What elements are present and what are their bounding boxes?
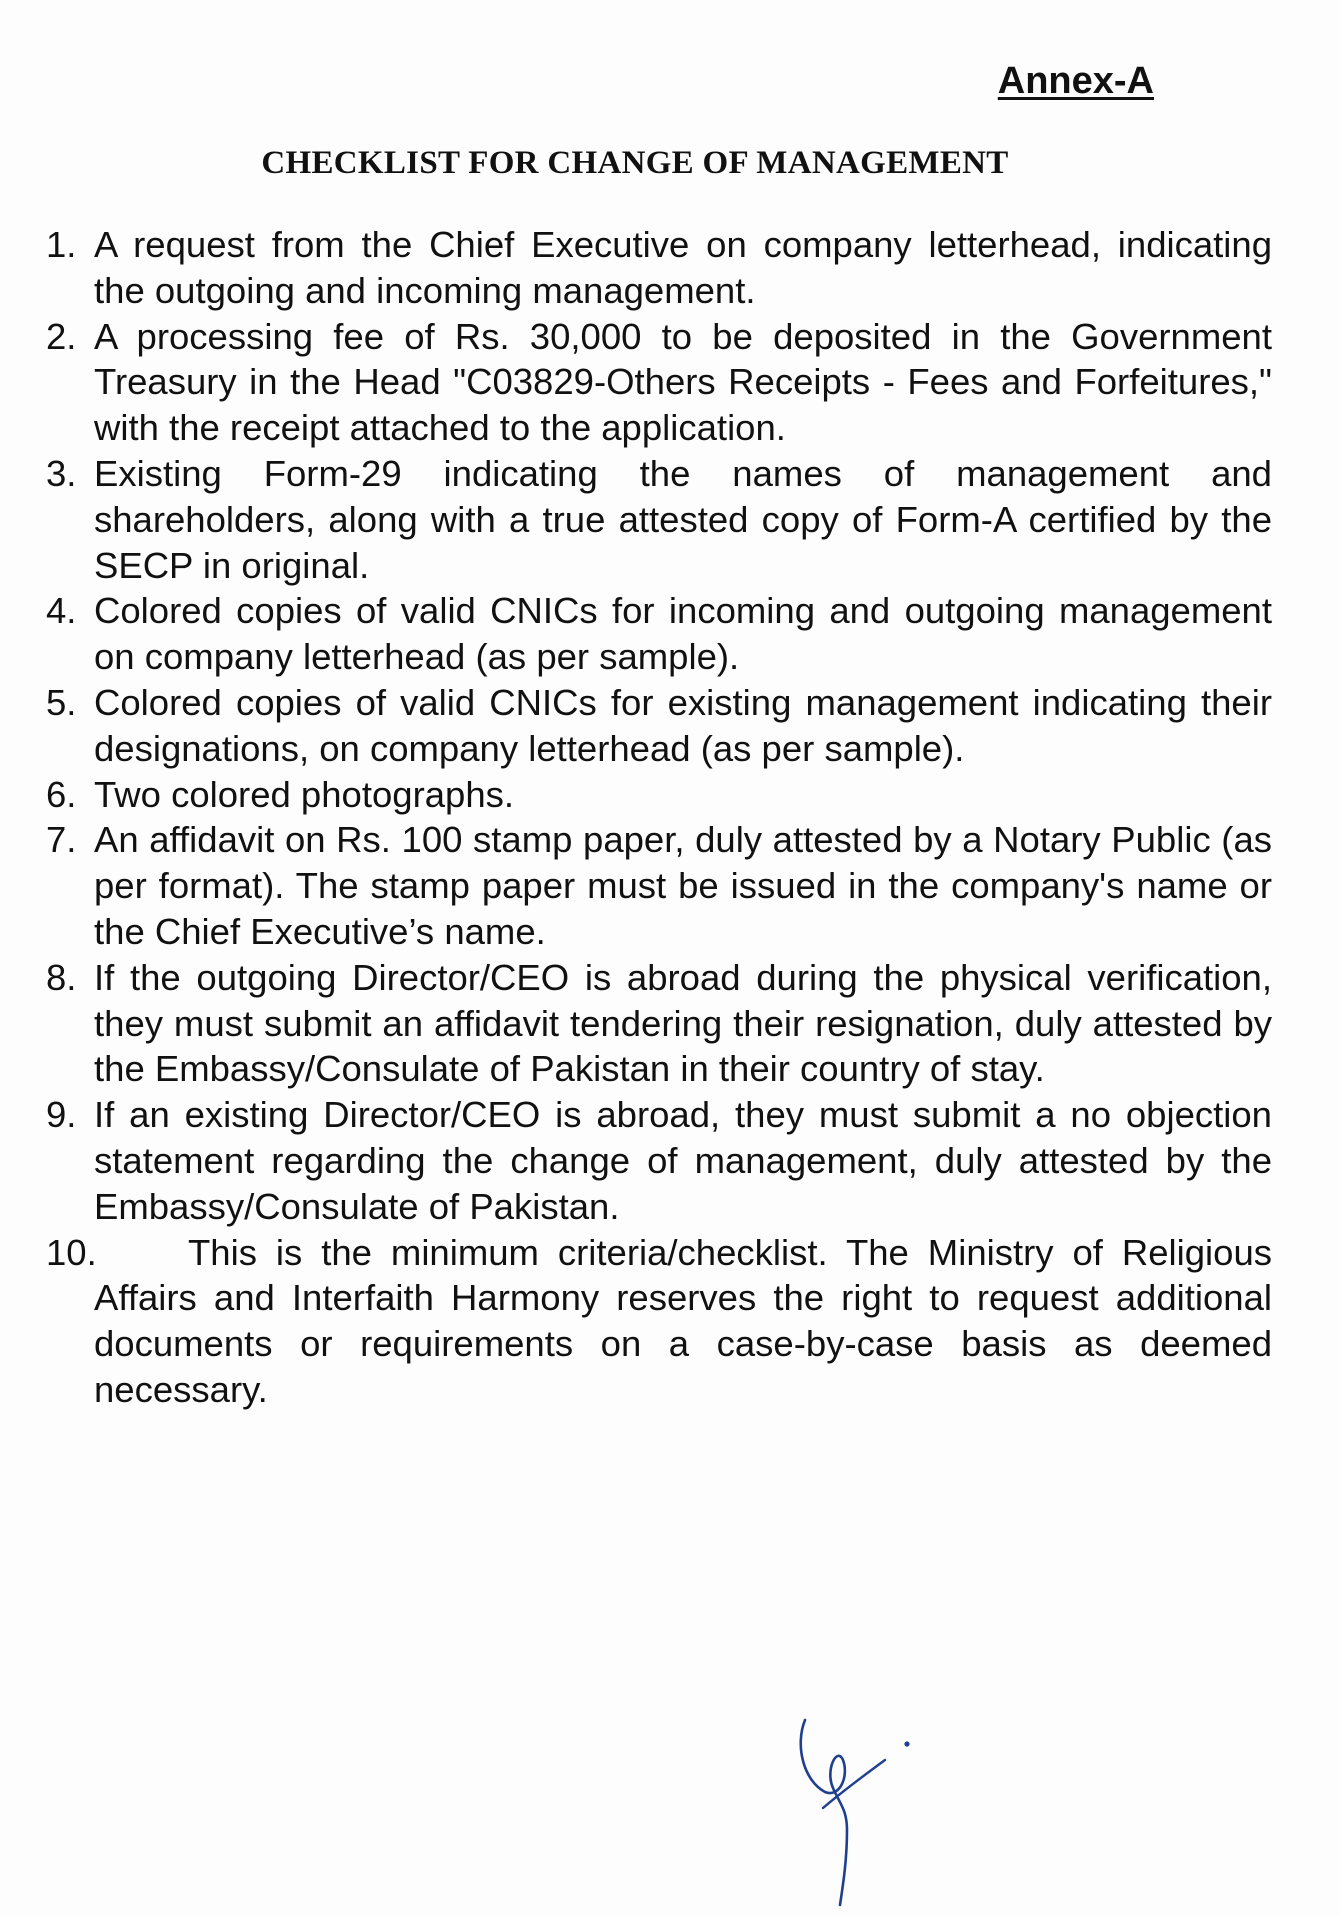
signature <box>785 1700 925 1910</box>
item-number: 5. <box>46 681 77 723</box>
signature-stroke <box>801 1720 847 1905</box>
checklist-item-3 <box>46 451 1272 588</box>
item-text: Colored copies of valid CNICs for incoming and outgoing management on company letterhead (as per sample). <box>94 590 1272 678</box>
checklist-item-6 <box>46 772 1272 818</box>
checklist-item-5 <box>46 680 1272 772</box>
page-title: CHECKLIST FOR CHANGE OF MANAGEMENT <box>261 145 1009 181</box>
checklist-item-10 <box>46 1230 1272 1413</box>
checklist <box>46 222 1272 1413</box>
checklist-item-4 <box>46 588 1272 680</box>
checklist-item-7 <box>46 817 1272 954</box>
item-text: If the outgoing Director/CEO is abroad during the physical verification, they must submit an affidavit tendering their resignation, duly attested by the Embassy/Consulate of Pakistan in their country of stay. <box>94 956 1272 1090</box>
item-number: 8. <box>46 956 77 998</box>
item-text: A processing fee of Rs. 30,000 to be deposited in the Government Treasury in the Head "C03829-Others Receipts - Fees and Forfeitures," with the receipt attached to the application. <box>94 315 1272 449</box>
item-number: 1. <box>46 224 77 265</box>
item-text: Colored copies of valid CNICs for existing management indicating their designations, on company letterhead (as per sample). <box>94 681 1272 769</box>
item-number: 3. <box>46 452 77 494</box>
item-number: 10. <box>46 1231 97 1273</box>
checklist-item-8 <box>46 955 1272 1092</box>
item-number: 9. <box>46 1094 77 1136</box>
item-text: An affidavit on Rs. 100 stamp paper, duly attested by a Notary Public (as per format). The stamp paper must be issued in the company's name or the Chief Executive’s name. <box>94 819 1272 952</box>
checklist-item-2 <box>46 314 1272 451</box>
signature-dot <box>904 1741 909 1746</box>
item-text: Existing Form-29 indicating the names of management and shareholders, along with a true attested copy of Form-A certified by the SECP in original. <box>94 452 1272 586</box>
item-number: 6. <box>46 773 77 815</box>
checklist-item-9 <box>46 1092 1272 1229</box>
item-text: Two colored photographs. <box>94 773 515 815</box>
item-number: 2. <box>46 315 77 357</box>
annex-label: Annex-A <box>997 60 1154 102</box>
item-text: If an existing Director/CEO is abroad, they must submit a no objection statement regarding the change of management, duly attested by the Embassy/Consulate of Pakistan. <box>94 1094 1272 1227</box>
item-number: 7. <box>46 819 77 861</box>
item-text: A request from the Chief Executive on company letterhead, indicating the outgoing and incoming management. <box>94 224 1272 311</box>
checklist-item-1 <box>46 222 1272 314</box>
item-number: 4. <box>46 590 77 632</box>
item-text: This is the minimum criteria/checklist. The Ministry of Religious Affairs and Interfaith Harmony reserves the right to request additional documents or requirements on a case-by-case basis as deemed necessary. <box>94 1231 1272 1410</box>
